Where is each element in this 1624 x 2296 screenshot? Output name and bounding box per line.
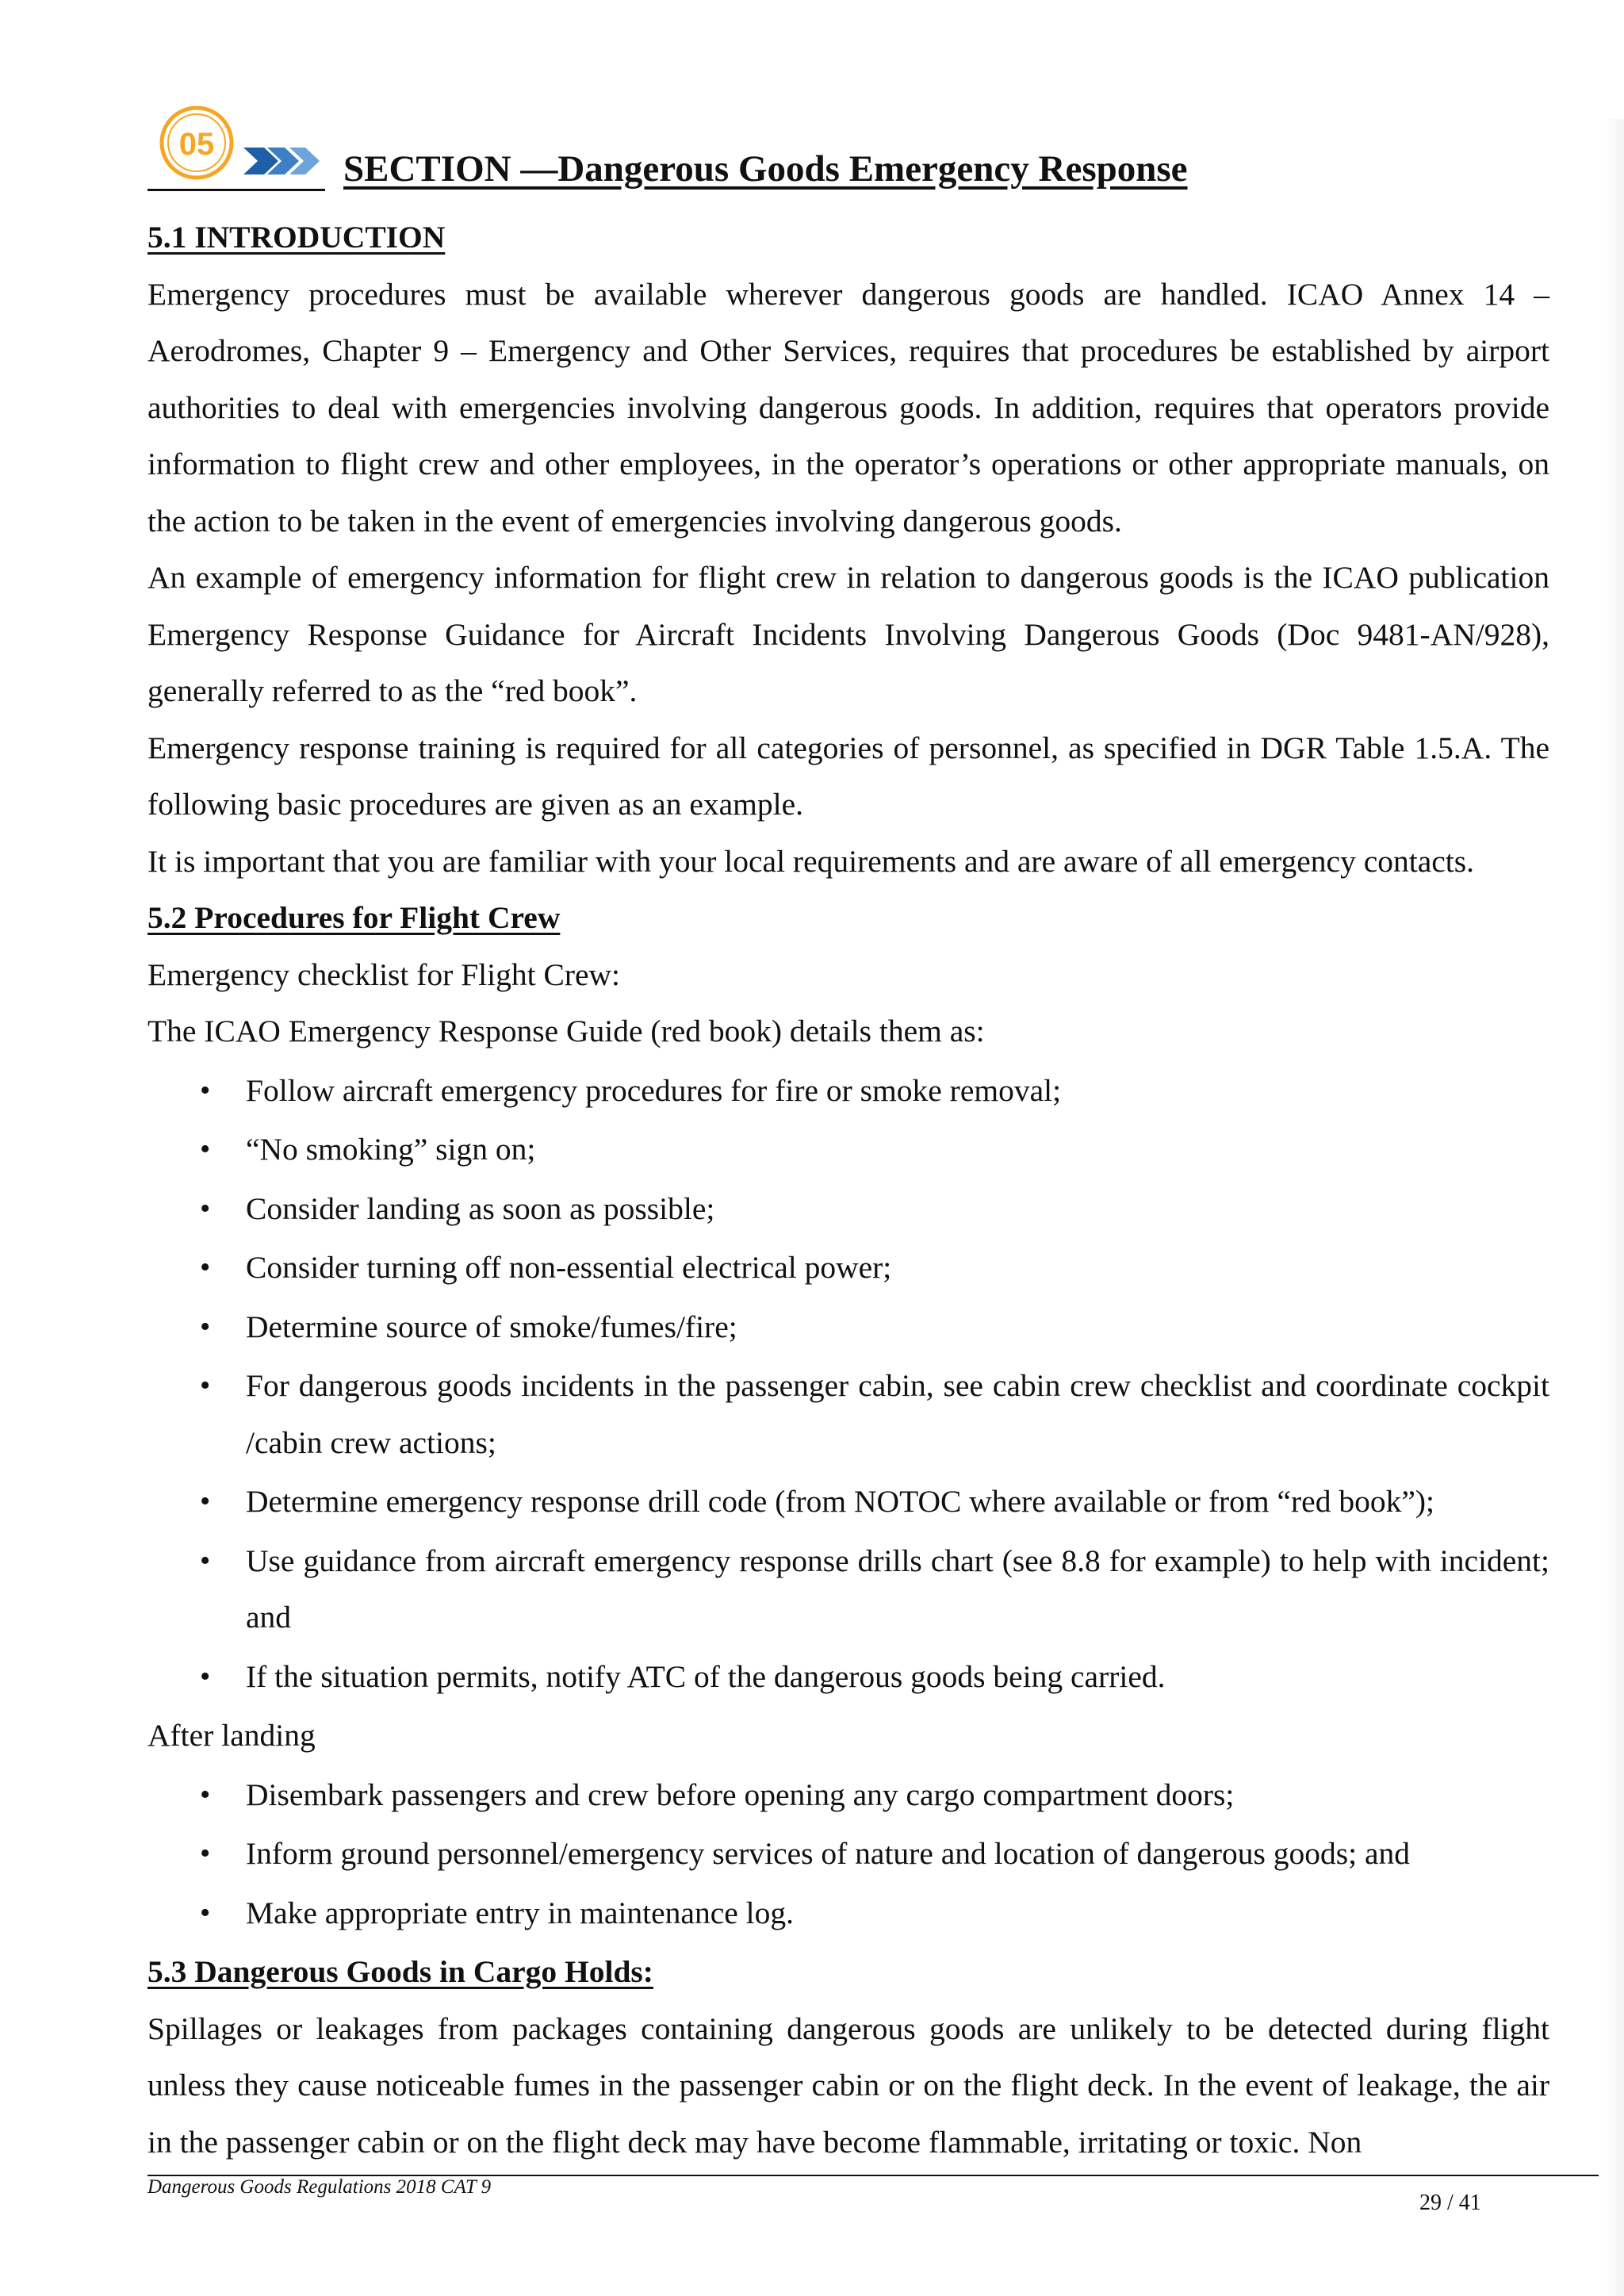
chevron-arrows-icon: [240, 143, 323, 179]
list-item: • Inform ground personnel/emergency services of nature and location of dangerous goods; and: [246, 1826, 1549, 1883]
list-item: • Determine source of smoke/fumes/fire;: [246, 1299, 1549, 1356]
after-landing-checklist: [147, 1767, 1549, 1942]
list-item: • For dangerous goods incidents in the passenger cabin, see cabin crew checklist and coordinate cockpit /cabin crew actions;: [246, 1358, 1549, 1471]
paragraph: Spillages or leakages from packages containing dangerous goods are unlikely to be detected during flight unless they cause noticeable fumes in the passenger cabin or on the flight deck. In the event of leakage, the air in the passenger cabin or on the flight deck may have become flammable, irritating or toxic. Non: [147, 2010, 1549, 2160]
paragraph: Emergency checklist for Flight Crew:: [147, 956, 621, 992]
paragraph: It is important that you are familiar with your local requirements and are aware of all emergency contacts.: [147, 843, 1474, 879]
list-item: • “No smoking” sign on;: [246, 1121, 1549, 1179]
paragraph: Emergency response training is required for all categories of personnel, as specified in DGR Table 1.5.A. The following basic procedures are given as an example.: [147, 730, 1549, 822]
list-item: • Disembark passengers and crew before opening any cargo compartment doors;: [246, 1767, 1549, 1824]
list-item: • Make appropriate entry in maintenance log.: [246, 1885, 1549, 1942]
heading-5-3: 5.3 Dangerous Goods in Cargo Holds:: [147, 1954, 653, 1989]
page-number: 29 / 41: [1419, 2191, 1481, 2215]
section-title: SECTION —Dangerous Goods Emergency Response: [343, 148, 1188, 190]
list-item: • Follow aircraft emergency procedures for fire or smoke removal;: [246, 1063, 1549, 1120]
paragraph: After landing: [147, 1718, 316, 1753]
section-number: 05: [178, 127, 215, 162]
list-item: • Consider turning off non-essential electrical power;: [246, 1240, 1549, 1297]
list-item: • Use guidance from aircraft emergency response drills chart (see 8.8 for example) to help with incident; and: [246, 1533, 1549, 1646]
page-edge-shadow: [1605, 119, 1624, 2296]
heading-5-2: 5.2 Procedures for Flight Crew: [147, 900, 561, 935]
flight-crew-checklist: [147, 1063, 1549, 1706]
heading-5-1: 5.1 INTRODUCTION: [147, 220, 446, 255]
footer-document-title: Dangerous Goods Regulations 2018 CAT 9: [147, 2176, 492, 2198]
header-rule: [147, 189, 325, 191]
list-item: • Determine emergency response drill code (from NOTOC where available or from “red book”);: [246, 1474, 1549, 1531]
list-item: • If the situation permits, notify ATC of the dangerous goods being carried.: [246, 1649, 1549, 1706]
paragraph: Emergency procedures must be available wherever dangerous goods are handled. ICAO Annex 14 – Aerodromes, Chapter 9 – Emergency and Other Services, requires that procedures be established by airport authorities to deal with emergencies involving dangerous goods. In addition, requires that operators provide information to flight crew and other employees, in the operator’s operations or other appropriate manuals, on the action to be taken in the event of emergencies involving dangerous goods.: [147, 276, 1549, 539]
section-number-badge: [159, 105, 235, 181]
paragraph: An example of emergency information for flight crew in relation to dangerous goods is the ICAO publication Emergency Response Guidance for Aircraft Incidents Involving Dangerous Goods (Doc 9481-AN/928), generally referred to as the “red book”.: [147, 560, 1549, 708]
list-item: • Consider landing as soon as possible;: [246, 1181, 1549, 1238]
document-body: [147, 209, 1549, 2171]
paragraph: The ICAO Emergency Response Guide (red book) details them as:: [147, 1014, 985, 1048]
